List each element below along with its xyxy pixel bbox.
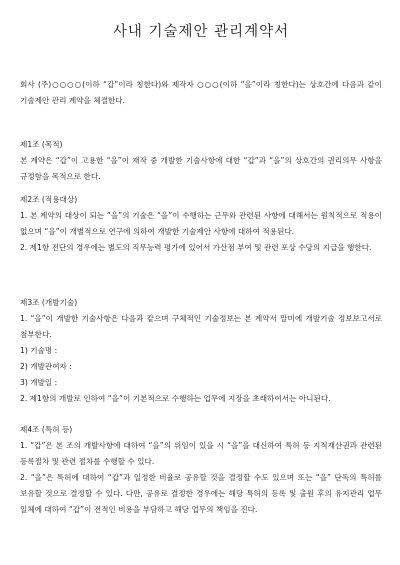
article-3-heading: 제3조 (개발기술) xyxy=(20,298,78,307)
article-1-body xyxy=(20,153,382,185)
article-3-item-2: 2) 개발관여자 : xyxy=(20,362,72,371)
article-3-paragraph-2: 2. 제1항의 개발로 인하여 “을”이 기본적으로 수행하는 업무에 지장을 초래하여서는 아니된다. xyxy=(20,394,331,403)
article-4-paragraph-1: 1. “갑”은 본 조의 개발사항에 대하여 “을”의 위임이 있을 시 “을”을 대신하여 특허 등 지적재산권과 관련된 등록절차 및 관련 절차를 수행할 수 있다. xyxy=(20,441,382,466)
article-4-paragraph-2: 2. “을”은 특허에 대하여 “갑”과 일정한 비율로 공유할 것을 결정할 수도 있으며 또는 “을” 단독의 특허를 보유할 것으로 결정할 수 있다. 다만, 공유로 결정한 경우에는 해당 특허의 등록 및 출원 후의 유지관리 업무 일체에 대하여 “갑”이 전적인 비용을 부담하고 해당 업무의 책임을 진다. xyxy=(20,473,382,514)
article-2-paragraph-1: 1. 본 계약의 대상이 되는 “을”의 기술은 “을”이 수행하는 근무와 관련된 사항에 대해서는 원칙적으로 적용이 없으며 “을”이 개별적으로 연구에 의하여 개발한 기술제안 사항에 대하여 적용된다. xyxy=(20,211,382,236)
article-2-body xyxy=(20,208,382,256)
article-4-body xyxy=(20,438,382,518)
article-1-paragraph-1: 본 계약은 “갑”이 고용한 “을”이 재작 중 개발한 기술사항에 대한 “갑”과 “을”의 상호간의 권리의무 사항을 규정함을 목적으로 한다. xyxy=(20,156,382,181)
intro-text: 회사 (주)○○○○(이하 “갑”이라 칭한다)와 제작자 ○○○(이하 “을”이라 칭한다)는 상호간에 다음과 같이 기술제안 관리 계약을 체결한다. xyxy=(20,80,382,105)
intro-paragraph xyxy=(20,77,382,109)
article-3-item-1: 1) 기술명 : xyxy=(20,346,58,355)
article-3-item-3: 3) 개발일 : xyxy=(20,378,58,387)
document-title: 사내 기술제안 관리계약서 xyxy=(112,24,290,40)
article-3-body xyxy=(20,311,382,407)
article-3-paragraph-1: 1. “을”이 개발한 기술사항은 다음과 같으며 구체적인 기술정보는 본 계약서 말미에 개발기술 정보보고서로 첨부한다. xyxy=(20,314,382,339)
article-2-paragraph-2: 2. 제1항 전단의 경우에는 별도의 직무능력 평가에 있어서 가산점 부여 및 관련 포상 수당의 지급을 행한다. xyxy=(20,243,372,252)
article-4-heading: 제4조 (특허 등) xyxy=(20,425,73,434)
article-1-heading: 제1조 (목적) xyxy=(20,140,63,149)
article-2-heading: 제2조 (적용대상) xyxy=(20,195,78,204)
